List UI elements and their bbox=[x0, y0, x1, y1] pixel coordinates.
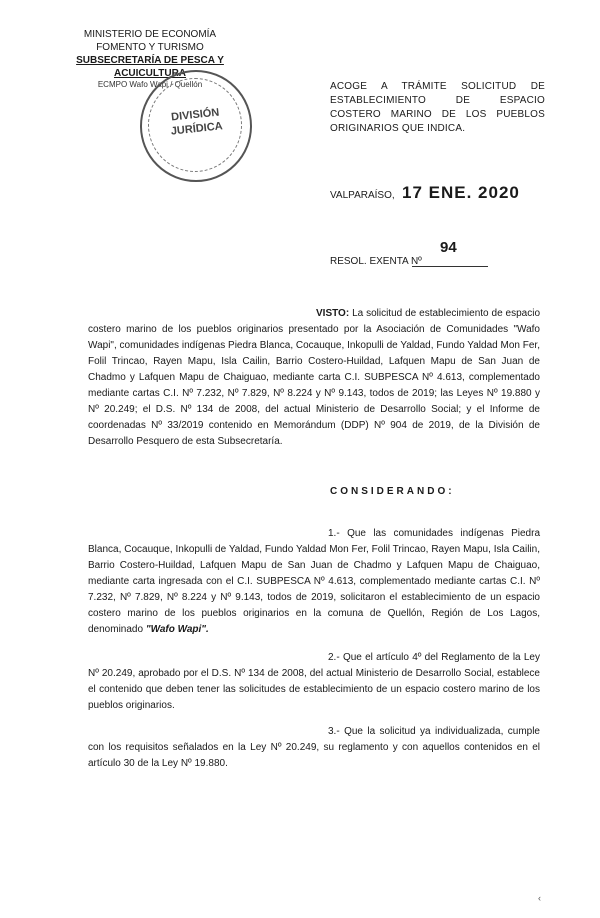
stamp-line-2: JURÍDICA bbox=[170, 120, 224, 138]
visto-paragraph bbox=[88, 306, 540, 450]
date-stamp: 17 ENE. 2020 bbox=[402, 183, 520, 202]
considerando-heading: CONSIDERANDO: bbox=[330, 486, 455, 497]
place-label: VALPARAÍSO, bbox=[330, 190, 395, 201]
item-text: Que las comunidades indígenas Piedra Blanca, Cocauque, Inkopulli de Yaldad, Fundo Yaldad Mon Fer, Folil Trincao, Rayen Mapu, Isla Cailin, Barrio Costero-Huildad, Lafquen Mapu de San Juan de Chadmo y Lafquen Mapu de Chaiguao, mediante carta ingresada con el C.I. SUBPESCA Nº 4.613, complementado mediante cartas C.I. Nº 7.232, Nº 7.829, Nº 8.224 y Nº 9.143, todos de 2019, solicitaron el establecimiento de un espacio costero marino de los pueblos originarios en la comuna de Quellón, Región de Los Lagos, denominado bbox=[88, 528, 541, 635]
item-number: 3.- bbox=[328, 726, 340, 737]
resolution-underline bbox=[412, 266, 488, 267]
visto-text: La solicitud de establecimiento de espacio costero marino de los pueblos originarios presentado por la Asociación de Comunidades "Wafo Wapi", comunidades indígenas Piedra Blanca, Cocauque, Inkopulli de Yaldad, Fundo Yaldad Mon Fer, Folil Trincao, Rayen Mapu, Isla Cailin, Barrio Costero-Huildad, Lafquen Mapu de San Juan de Chadmo y Lafquen Mapu de Chaiguao, mediante carta C.I. SUBPESCA Nº 4.613, complementado mediante cartas C.I. Nº 7.232, Nº 7.829, Nº 8.224 y Nº 9.143, todos de 2019; las Leyes Nº 19.880 y Nº 20.249; el D.S. Nº 134 de 2008, del actual Ministerio de Desarrollo Social; y el Informe de coordenadas Nº 33/2019 contenido en Memorándum (DDP) Nº 904 de 2019, de la División de Desarrollo Pesquero de esta Subsecretaría. bbox=[88, 308, 541, 447]
item-number: 2.- bbox=[328, 652, 340, 663]
visto-lead: VISTO: bbox=[316, 308, 350, 319]
resolution-number: 94 bbox=[440, 239, 457, 256]
page-mark: ‹ bbox=[538, 893, 541, 903]
item-number: 1.- bbox=[328, 528, 340, 539]
ministry-subname: FOMENTO Y TURISMO bbox=[96, 42, 204, 53]
item-text: Que el artículo 4º del Reglamento de la Ley Nº 20.249, aprobado por el D.S. Nº 134 de 2008, del actual Ministerio de Desarrollo Social, establece el contenido que deben tener las solicitudes de establecimiento de un espacio costero marino de los pueblos originarios. bbox=[88, 652, 540, 711]
ministry-name: MINISTERIO DE ECONOMÍA bbox=[83, 29, 217, 40]
resolution-label: RESOL. EXENTA Nº bbox=[330, 256, 422, 267]
considerando-item-3 bbox=[88, 724, 540, 772]
stamp-line-1: DIVISIÓN bbox=[170, 106, 220, 124]
considerando-item-1 bbox=[88, 526, 540, 638]
reference-summary: ACOGE A TRÁMITE SOLICITUD DE ESTABLECIMIENTO DE ESPACIO COSTERO MARINO DE LOS PUEBLOS ORIGINARIOS QUE INDICA. bbox=[330, 81, 545, 134]
subsecretaria-name: SUBSECRETARÍA DE PESCA Y ACUICULTURA bbox=[76, 55, 224, 79]
considerando-item-2 bbox=[88, 650, 540, 714]
division-stamp bbox=[140, 70, 252, 182]
item-text: Que la solicitud ya individualizada, cumple con los requisitos señalados en la Ley Nº 20.249, su reglamento y con aquellos contenidos en el artículo 30 de la Ley Nº 19.880. bbox=[88, 726, 540, 769]
file-reference: ECMPO Wafo Wapi / Quellón bbox=[97, 80, 203, 89]
item-emphasis: "Wafo Wapi". bbox=[145, 624, 209, 635]
